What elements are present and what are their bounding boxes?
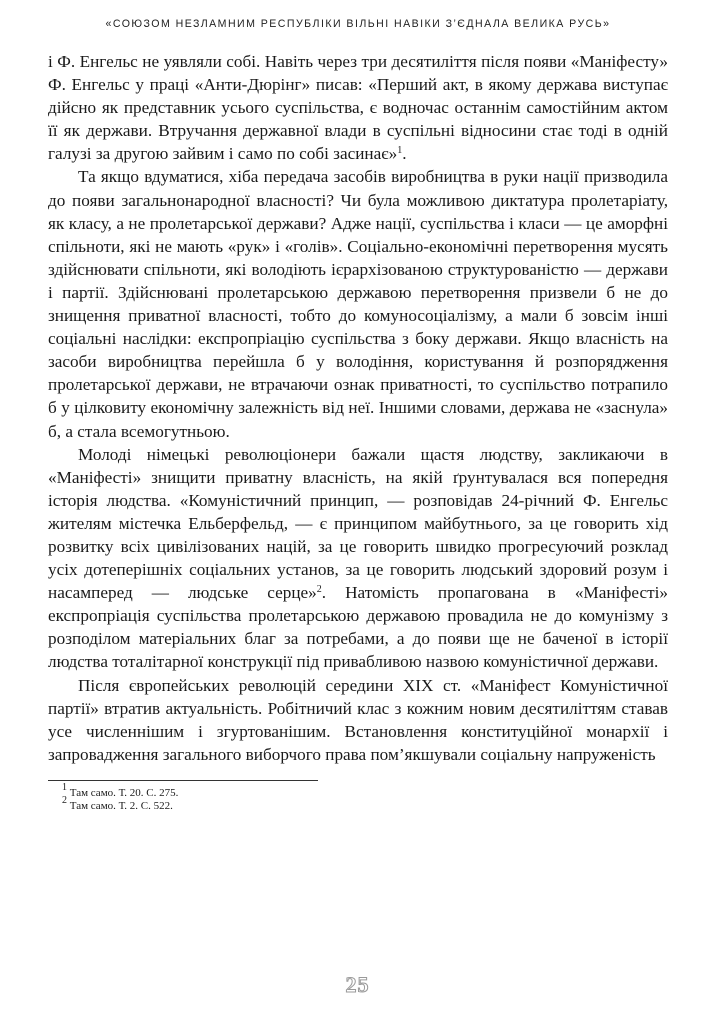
paragraph-3-text: Молоді німецькі революціонери бажали щастя людству, закликаючи в «Маніфесті» знищити приватну власність, на якій ґрунтувалася вся попередня історія людства. «Комуністичний принцип, — розповідав 24-річний Ф. Енгельс жителям містечка Ельберфельд, — є принципом майбутнього, за це говорить хід розвитку всіх цивілізованих націй, за це говорить швидко прогресуючий розклад усіх дотеперішніх соціальних установ, за це говорить людський здоровий розум і насамперед — людське серце»	[48, 444, 668, 603]
paragraph-2-text: Та якщо вдуматися, хіба передача засобів виробництва в руки нації призводила до появи загальнонародної власності? Чи була можливою диктатура пролетаріату, як класу, а не пролетарської держави? Адже нації, суспільства і класи — це аморфні спільноти, які не мають «рук» і «голів». Соціально-економічні перетворення мусять здійснювати спільноти, які володіють ієрархізованою структурованістю — держави і партії. Здійснювані пролетарською державою перетворення призвели б не до знищення приватної власності, тобто до комуносоціалізму, а мали б зовсім інші соціальні наслідки: експропріацію суспільства з боку держави. Якщо власність на засоби виробництва перейшла б у володіння, користування й розпорядження пролетарської держави, не втрачаючи ознак приватності, то суспільство потрапило б у цілковиту економічну залежність від неї. Іншими словами, держава не «заснула» б, а стала всемогутньою.	[48, 167, 668, 441]
paragraph-1-tail: .	[402, 144, 407, 164]
footnote-1-text: Там само. Т. 20. С. 275.	[69, 786, 179, 799]
footnote-divider	[48, 780, 318, 781]
paragraph-1	[48, 50, 668, 165]
book-page	[48, 18, 668, 814]
body-text	[48, 50, 668, 766]
footnote-1	[62, 781, 668, 801]
footnote-ref-2[interactable]: 2	[316, 584, 322, 596]
paragraph-4-text: Після європейських революцій середини XIX ст. «Маніфест Комуністичної партії» втратив актуальність. Робітничий клас з кожним новим десятиліттям ставав усе численнішим і згуртованішим. Встановлення конституційної монархії і запровадження загального виборчого права пом’якшували соціальну напруженість	[48, 675, 668, 764]
page-number: 25	[345, 972, 370, 997]
footnotes	[48, 781, 668, 814]
running-head: «СОЮЗОМ НЕЗЛАМНИМ РЕСПУБЛІКИ ВІЛЬНІ НАВІКИ З’ЄДНАЛА ВЕЛИКА РУСЬ»	[105, 18, 611, 30]
footnote-2	[62, 795, 668, 814]
footnote-ref-1[interactable]: 1	[397, 145, 403, 157]
footnote-mark-1: 1	[62, 781, 67, 793]
paragraph-3-tail: . Натомість пропагована в «Маніфесті» експропріація суспільства пролетарською державою провадила не до комунізму з розподілом матеріальних благ за потребами, а до появи ще не баченої в історії людства тоталітарної конструкції під привабливою назвою комуністичної держави.	[48, 583, 669, 672]
footnote-2-text: Там само. Т. 2. С. 522.	[69, 800, 173, 813]
paragraph-1-text: і Ф. Енгельс не уявляли собі. Навіть через три десятиліття після появи «Маніфесту» Ф. Енгельс у праці «Анти-Дюрінг» писав: «Перший акт, в якому держава виступає дійсно як представник усього суспільства, є водночас останнім самостійним актом її як держави. Втручання державної влади в суспільні відносини стає тоді в одній галузі за другою зайвим і само по собі засинає»	[48, 52, 668, 164]
paragraph-4	[48, 674, 668, 766]
paragraph-2	[48, 165, 668, 442]
paragraph-3	[48, 443, 668, 674]
footnote-mark-2: 2	[62, 795, 67, 807]
